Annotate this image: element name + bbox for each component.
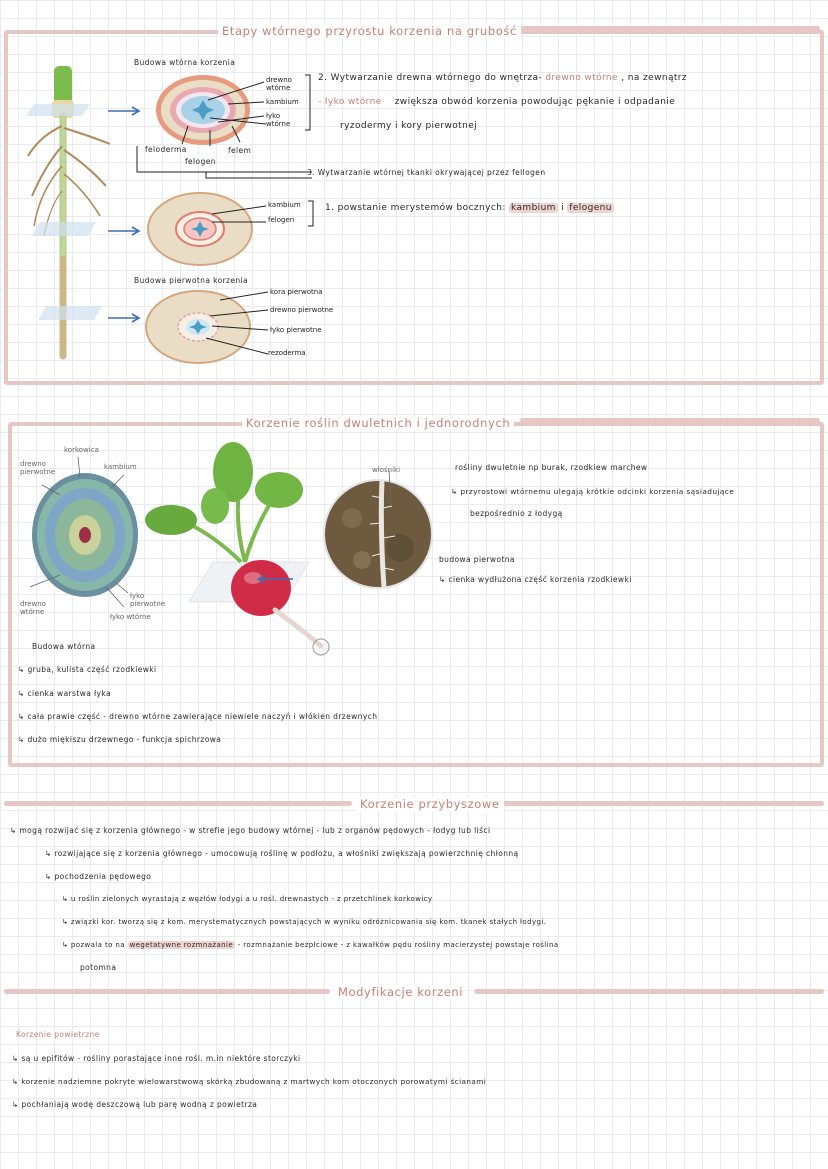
s2-r1: rośliny dwuletnie np burak, rzodkiew marchew [455,463,648,472]
label-drewno-wtorne-img: drewno wtórne [20,600,46,616]
s3-l5: ↳ związki kor. tworzą się z kom. merystematycznych powstających w wyniku odróżnicowania się kom. tkanek stałych łodygi. [62,918,547,926]
label-lyko-pierwotne-img: łyko pierwotne [130,592,166,608]
label-kambium-img: kambium [104,463,137,471]
section1-title-bar [520,26,820,31]
s2-w1: ↳ gruba, kulista część rzodkiewki [18,665,157,674]
label-kambium: kambium [266,98,299,106]
meristem-pointer-lines [210,204,270,228]
s3-l2: ↳ rozwijające się z korzenia głównego - umocowują roślinę w podłożu, a włośniki zwiększają powierzchnię chłonną [45,849,519,858]
section4-title: Modyfikacje korzeni [334,985,467,999]
blue-arrow-icon [255,574,295,584]
meristem-diagram [145,190,255,270]
arrow-1-icon [108,106,142,116]
section1-title: Etapy wtórnego przyrostu korzenia na grubość [218,24,521,38]
primary-pointer-lines [200,290,270,360]
bracket-mid [306,200,316,228]
label-felem: felem [228,146,252,155]
section4-bar-left [4,989,330,994]
section2-title: Korzenie roślin dwuletnich i jednorodnych [242,416,514,430]
s3-l3: ↳ pochodzenia pędowego [45,872,152,881]
step1-text: 1. powstanie merystemów bocznych: kambium i felogenu [325,203,612,213]
s2-r2: ↳ przyrostowi wtórnemu ulegają krótkie odcinki korzenia sąsiadujące [451,487,735,496]
bracket-top [303,74,313,132]
s2-w3: ↳ cała prawie część - drewno wtórne zawierające niewiele naczyń i włókien drzewnych [18,712,378,721]
label-lyko-wtorne-img: łyko wtórne [110,613,151,621]
s2-w0: Budowa wtórna [32,642,96,651]
s4-l2: ↳ korzenie nadziemne pokryte wielowarstwową skórką zbudowaną z martwych kom otoczonych porowatymi ścianami [12,1077,487,1086]
section3-bar-right [480,801,824,806]
s4-l1: ↳ są u epifitów - rośliny porastające inne rośl. m.in niektóre storczyki [12,1054,301,1063]
label-drewno-pierwotne-img: drewno pierwotne [20,460,56,476]
step2-line3: ryzodermy i kory pierwotnej [340,121,478,131]
root-illustration [20,66,120,356]
section4-bar-right [474,989,824,994]
wlosniki-pointer [385,470,395,510]
label-felogen: felogen [185,157,216,166]
budowa-wtorna-label: Budowa wtórna korzenia [134,58,236,67]
step3-text: 3. Wytwarzanie wtórnej tkanki okrywającej przez fellogen [307,168,546,177]
radish-illustration [135,436,335,656]
label-feloderma: feloderma [145,145,187,154]
root-hairs-photo [322,478,434,590]
section2-title-bar [520,418,820,423]
label-lyko-wtorne: łyko wtórne [266,112,291,128]
label-rezoderma: rezoderma [268,349,306,357]
s2-r3: bezpośrednio z łodygą [470,509,563,518]
section3-title: Korzenie przybyszowe [356,797,504,811]
label-korkowica: korkowica [64,446,99,454]
arrow-3-icon [108,313,142,323]
label-lyko-pierwotne: łyko pierwotne [270,326,322,334]
s2-w2: ↳ cienka warstwa łyka [18,689,111,698]
s3-l4: ↳ u roślin zielonych wyrastają z węzłów łodygi a u rośl. drewnastych - z przetchlinek korkowicy [62,895,433,903]
s4-subtitle: Korzenie powietrzne [16,1030,100,1039]
label-drewno-wtorne: drewno wtórne [266,76,292,92]
s4-l3: ↳ pochłaniają wodę deszczową lub parę wodną z powietrza [12,1100,258,1109]
s3-l6: ↳ pozwala to na wegetatywne rozmnażanie - rozmnażanie bezpłciowe - z kawałków pędu rośliny macierzystej powstaje roślina [62,941,559,949]
label-wlosniki: włośniki [372,466,401,474]
label-felogen-mid: felogen [268,216,295,224]
s2-w4: ↳ dużo miękiszu drzewnego - funkcja spichrzowa [18,735,222,744]
label-kambium-mid: kambium [268,201,301,209]
s2-r5: ↳ cienka wydłużona część korzenia rzodkiewki [439,575,632,584]
budowa-pierwotna-label: Budowa pierwotna korzenia [134,276,249,285]
step2-line2: - łyko wtórne zwiększa obwód korzenia powodując pękanie i odpadanie [318,97,676,107]
s3-l1: ↳ mogą rozwijać się z korzenia głównego - w strefie jego budowy wtórnej - lub z organów pędowych - łodyg lub liści [10,826,491,835]
arrow-2-icon [108,226,142,236]
step2-line1: 2. Wytwarzanie drewna wtórnego do wnętrza- drewno wtórne , na zewnątrz [318,73,688,83]
label-drewno-pierwotne: drewno pierwotne [270,306,334,314]
s3-l7: potomna [80,963,117,972]
bracket-bottom [136,146,316,182]
label-kora-pierwotna: kora pierwotna [270,288,323,296]
section3-bar-left [4,801,352,806]
s2-r4: budowa pierwotna [439,555,515,564]
